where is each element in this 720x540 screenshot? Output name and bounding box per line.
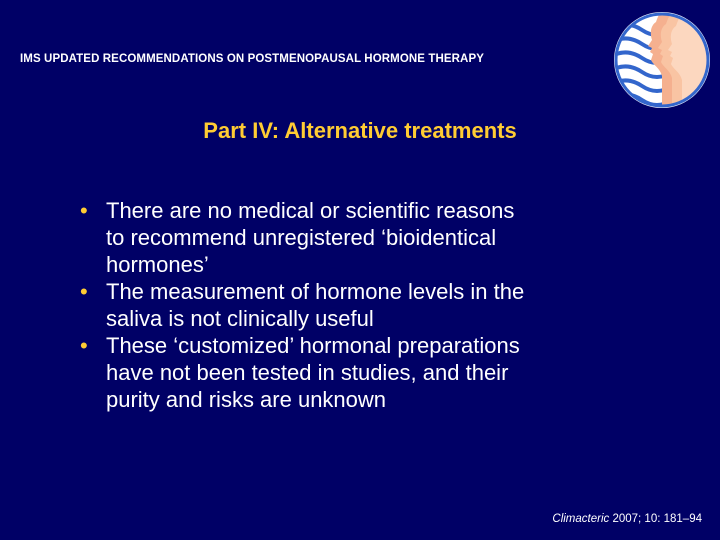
bullet-text: These ‘customized’ hormonal preparations have not been tested in studies, and their purity and risks are unknown	[106, 333, 520, 412]
header-title: IMS UPDATED RECOMMENDATIONS ON POSTMENOPAUSAL HORMONE THERAPY	[20, 53, 484, 65]
ims-faces-logo-icon	[612, 10, 712, 110]
citation	[552, 513, 702, 525]
bullet-icon: •	[80, 198, 88, 223]
bullet-list	[80, 197, 680, 413]
list-item	[80, 332, 680, 413]
bullet-icon: •	[80, 333, 88, 358]
slide-title: Part IV: Alternative treatments	[203, 118, 517, 143]
bullet-text: There are no medical or scientific reasons to recommend unregistered ‘bioidentical hormones’	[106, 198, 515, 277]
list-item	[80, 278, 680, 332]
list-item	[80, 197, 680, 278]
citation-details: 2007; 10: 181–94	[609, 513, 702, 525]
citation-journal: Climacteric	[552, 513, 610, 525]
bullet-text: The measurement of hormone levels in the saliva is not clinically useful	[106, 279, 525, 331]
bullet-icon: •	[80, 279, 88, 304]
